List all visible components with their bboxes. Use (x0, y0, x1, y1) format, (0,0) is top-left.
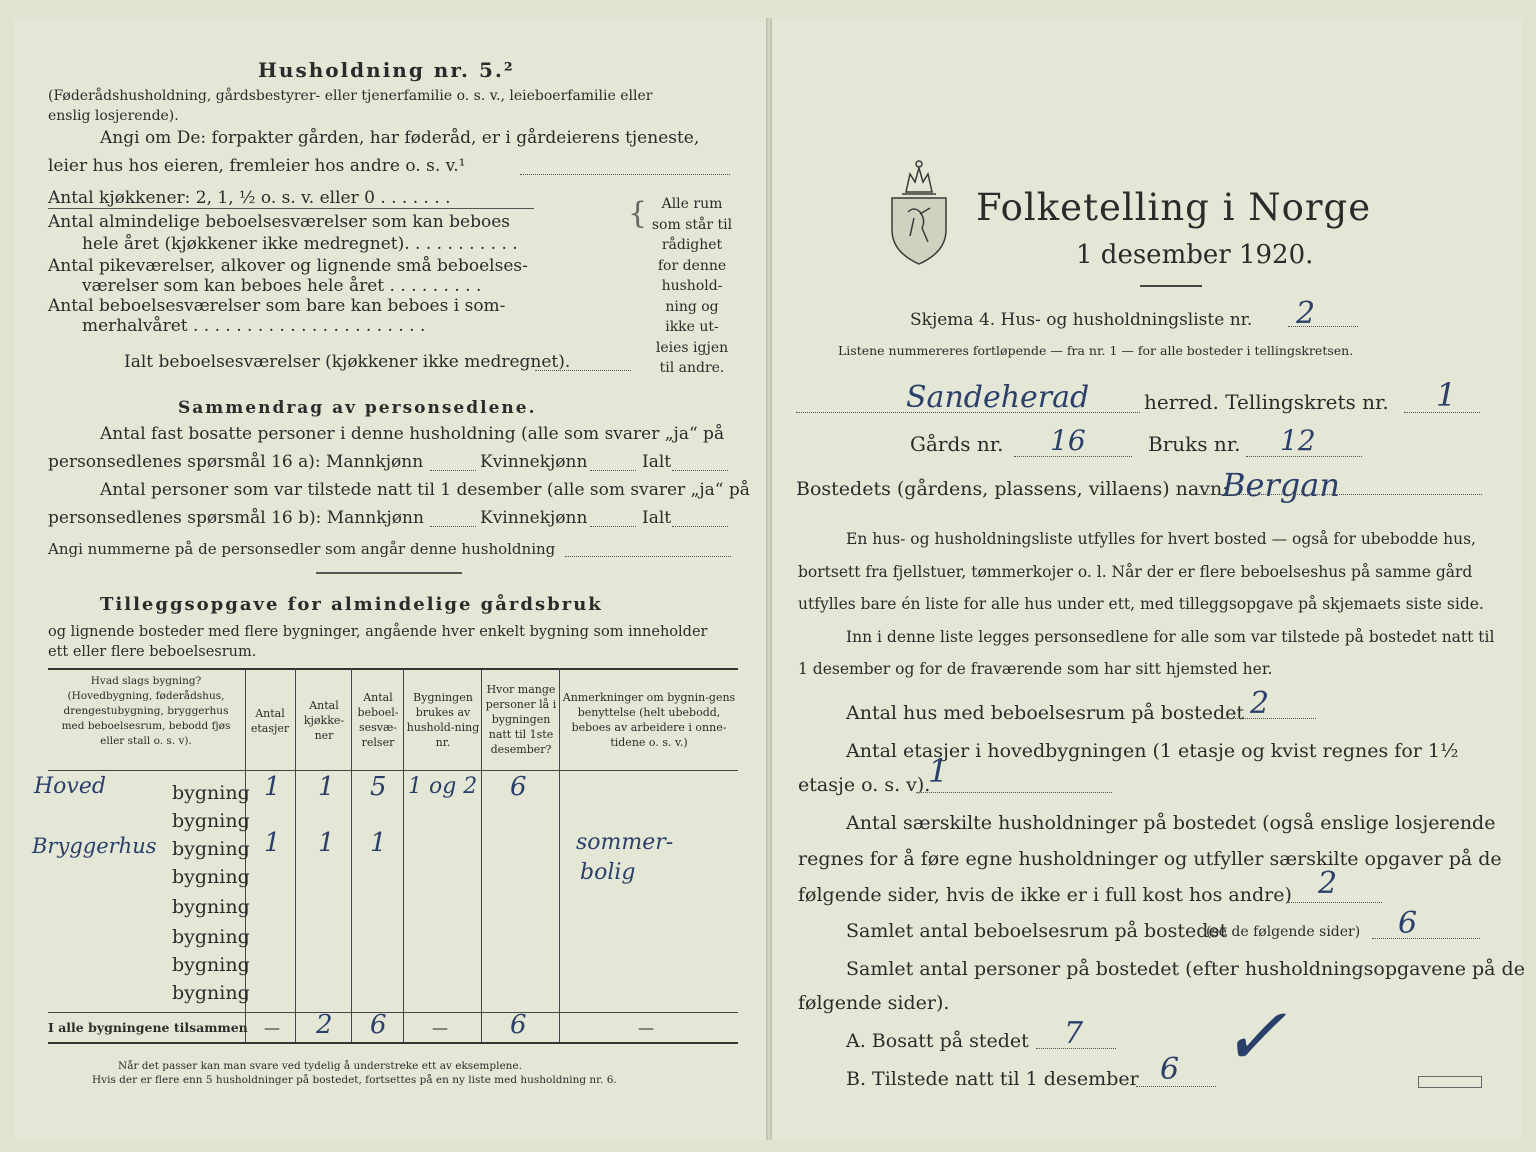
rooms-count-value: 6 (1398, 906, 1418, 941)
total-rooms: 6 (370, 1010, 387, 1040)
floors-count-line (916, 792, 1112, 793)
households-label-1: Antal særskilte husholdninger på bostedet (også enslige losjerende (846, 812, 1496, 834)
numbering-note: Listene nummereres fortløpende — fra nr. 1 — for alle bosteder i tellingskretsen. (838, 343, 1354, 358)
place-name-value: Bergan (1222, 466, 1340, 504)
farm-number-line (1014, 456, 1132, 457)
table-row (48, 858, 738, 886)
col-header-rooms: Antal beboel-sesvæ-relser (357, 691, 399, 749)
rooms-ordinary-1: Antal almindelige beboelsesværelser som kan beboes (48, 212, 510, 232)
summary-female-line-2 (590, 526, 636, 527)
herred-value: Sandeherad (906, 380, 1090, 415)
farm-number-value: 16 (1050, 424, 1086, 457)
building-name: Hoved (34, 774, 106, 799)
summary-female-line (590, 470, 636, 471)
coat-of-arms-logo (884, 152, 954, 268)
present-value: 6 (1160, 1052, 1180, 1087)
rooms-count-line (1372, 938, 1480, 939)
household-value: 1 og 2 (408, 774, 478, 799)
floors-value: 1 (264, 772, 281, 802)
instructions-1: En hus- og husholdningsliste utfylles for hvert bosted — også for ubebodde hus, (846, 530, 1476, 548)
section-divider (316, 572, 462, 574)
building-label: bygning (172, 926, 250, 948)
census-date: 1 desember 1920. (1076, 240, 1314, 270)
rooms-total-label: Ialt beboelsesværelser (kjøkkener ikke medregnet). (124, 352, 571, 372)
title-underline (1140, 285, 1202, 287)
household-intro-2: enslig losjerende). (48, 108, 179, 124)
households-count-value: 2 (1318, 866, 1338, 901)
summary-line-4: Antal personer som var tilstede natt til 1 desember (alle som svarer „ja“ på (100, 480, 750, 500)
households-count-line (1288, 902, 1382, 903)
household-intro-4: leier hus hos eieren, fremleier hos andre o. s. v.¹ (48, 156, 466, 176)
page-fold (766, 18, 772, 1140)
schema-label: Skjema 4. Hus- og husholdningsliste nr. (910, 310, 1253, 330)
rooms-side-note (650, 194, 734, 379)
side-note-line: rådighet (661, 237, 723, 253)
household-intro-3: Angi om De: forpakter gården, har føderåd, er i gårdeierens tjeneste, (100, 128, 700, 148)
summary-line-2: personsedlenes spørsmål 16 a): Mannkjønn (48, 452, 424, 472)
summary-total-label: Ialt (642, 452, 672, 472)
checkmark-icon: ✓ (1220, 990, 1288, 1083)
supplement-intro-1: og lignende bosteder med flere bygninger, angående hver enkelt bygning som inneholder (48, 624, 708, 640)
side-note-line: for denne (657, 257, 727, 274)
households-label-2: regnes for å føre egne husholdninger og utfyller særskilte opgaver på de (798, 848, 1502, 870)
total-kitchens: 2 (316, 1010, 333, 1040)
building-label: bygning (172, 954, 250, 976)
present-label: B. Tilstede natt til 1 desember (846, 1068, 1139, 1090)
table-row (34, 772, 738, 804)
resident-line (1036, 1048, 1116, 1049)
households-label-3: følgende sider, hvis de ikke er i full kost hos andre) (798, 884, 1292, 906)
present-line (1136, 1086, 1216, 1087)
rooms-small-1: Antal pikeværelser, alkover og lignende små beboelses- (48, 256, 528, 276)
instructions-4: Inn i denne liste legges personsedlene for alle som var tilstede på bostedet natt til (846, 628, 1495, 646)
rooms-count-note: (se de følgende sider) (1206, 924, 1361, 940)
instructions-3: utfylles bare én liste for alle hus under ett, med tilleggsopgave på skjemaets siste side. (798, 595, 1484, 613)
holding-number-label: Bruks nr. (1148, 432, 1241, 456)
table-row (48, 916, 738, 948)
floors-label-1: Antal etasjer i hovedbygningen (1 etasje og kvist regnes for 1½ (846, 740, 1459, 762)
table-row (48, 974, 738, 1002)
side-note-line: ikke ut- (665, 319, 719, 335)
footnote-2: Hvis der er flere enn 5 husholdninger på bostedet, fortsettes på en ny liste med husholdning nr. 6. (92, 1074, 617, 1086)
houses-count-line (1222, 718, 1316, 719)
place-name-line (1192, 494, 1482, 495)
rooms-count-label: Samlet antal beboelsesrum på bostedet (846, 920, 1228, 942)
building-label: bygning (172, 782, 250, 804)
table-row (48, 886, 738, 918)
col-header-floors: Antal etasjer (250, 707, 290, 735)
supplement-title: Tilleggsopgave for almindelige gårdsbruk (100, 594, 603, 615)
district-number-value: 1 (1436, 376, 1457, 414)
persons-label-2: følgende sider). (798, 992, 950, 1014)
remarks-value: sommer- (576, 830, 674, 855)
building-label: bygning (172, 810, 250, 832)
summary-title: Sammendrag av personsedlene. (178, 398, 537, 418)
building-label: bygning (172, 896, 250, 918)
total-label: I alle bygningene tilsammen (48, 1020, 248, 1035)
table-row (32, 828, 738, 860)
summary-line-5: personsedlenes spørsmål 16 b): Mannkjønn (48, 508, 424, 528)
persons-value: 6 (510, 772, 527, 802)
summary-line-1: Antal fast bosatte personer i denne husholdning (alle som svarer „ja“ på (100, 424, 725, 444)
building-label: bygning (172, 982, 250, 1004)
table-bottom-rule (48, 1042, 738, 1044)
rooms-value: 1 (370, 828, 387, 858)
household-intro-1: (Føderådshusholdning, gårdsbestyrer- eller tjenerfamilie o. s. v., leieboerfamilie eller (48, 88, 653, 104)
rooms-ordinary-2: hele året (kjøkkener ikke medregnet). . . . . . . . . . . (82, 234, 518, 254)
side-note-line: leies igjen (655, 339, 729, 356)
summary-total-line (672, 470, 728, 471)
rooms-summer-1: Antal beboelsesværelser som bare kan beboes i som- (48, 296, 506, 316)
rooms-small-2: værelser som kan beboes hele året . . . . . . . . . (82, 276, 482, 296)
summary-total-line-2 (672, 526, 728, 527)
side-note-line: Alle rum (661, 196, 723, 212)
floors-count-value: 1 (928, 752, 949, 790)
total-persons: 6 (510, 1010, 527, 1040)
district-number-line (1404, 412, 1480, 413)
census-title: Folketelling i Norge (976, 186, 1372, 229)
farm-number-label: Gårds nr. (910, 432, 1004, 456)
kitchens-value: 1 (318, 772, 335, 802)
list-number-line (1288, 326, 1358, 327)
kitchens-value: 1 (318, 828, 335, 858)
place-name-label: Bostedets (gårdens, plassens, villaens) navn: (796, 478, 1229, 500)
printer-stamp (1418, 1076, 1482, 1088)
total-floors: — (264, 1018, 280, 1037)
side-note-line: som står til (651, 216, 733, 233)
rooms-brace: { (628, 196, 648, 231)
list-number-value: 2 (1296, 296, 1316, 331)
rooms-summer-2: merhalvåret . . . . . . . . . . . . . . . . . . . . . . (82, 316, 426, 336)
summary-numbers-label: Angi nummerne på de personsedler som angår denne husholdning (48, 540, 556, 558)
household-title: Husholdning nr. 5.² (258, 58, 515, 82)
intro-answer-line (520, 174, 730, 175)
building-table (32, 668, 738, 1044)
table-row (48, 944, 738, 976)
herred-label: herred. Tellingskrets nr. (1144, 390, 1389, 414)
table-total-row (48, 1010, 738, 1042)
col-header-remarks: Anmerkninger om bygnin-gens benyttelse (helt ubebodd, beboes av arbeidere i onne-tidene o. s. v.) (562, 691, 736, 749)
instructions-5: 1 desember og for de fraværende som har sitt hjemsted her. (798, 660, 1273, 678)
col-header-household: Bygningen brukes av hushold-ning nr. (406, 691, 480, 749)
table-total-rule (48, 1012, 738, 1013)
table-header-rule (48, 770, 738, 771)
holding-number-line (1246, 456, 1362, 457)
building-label: bygning (172, 838, 250, 860)
instructions-2: bortsett fra fjellstuer, tømmerkojer o. l. Når der er flere beboelseshus på samme gård (798, 563, 1473, 581)
houses-count-label: Antal hus med beboelsesrum på bostedet (846, 702, 1245, 724)
resident-value: 7 (1064, 1016, 1084, 1051)
col-header-persons: Hvor mange personer lå i bygningen natt til 1ste desember? (485, 683, 557, 756)
holding-number-value: 12 (1280, 424, 1316, 457)
floors-label-2: etasje o. s. v). (798, 774, 931, 796)
houses-count-value: 2 (1250, 686, 1270, 721)
table-row (48, 802, 738, 830)
side-note-line: ning og (665, 298, 719, 315)
rooms-value: 5 (370, 772, 387, 802)
rooms-rule (48, 208, 534, 209)
building-name: Bryggerhus (32, 834, 157, 858)
herred-line (796, 412, 1140, 413)
total-household: — (432, 1018, 448, 1037)
summary-total-label-2: Ialt (642, 508, 672, 528)
floors-value: 1 (264, 828, 281, 858)
coat-of-arms-icon (884, 152, 954, 268)
resident-label: A. Bosatt på stedet (846, 1030, 1029, 1052)
remarks-value: bolig (580, 860, 636, 885)
summary-male-line (430, 470, 476, 471)
table-top-rule (48, 668, 738, 670)
col-header-kitchens: Antal kjøkke-ner (303, 699, 345, 742)
col-header-building: Hvad slags bygning? (Hovedbygning, føderådshus, drengestubygning, bryggerhus med beboelsesrum, bebodd fjøs eller stall o. s. v). (61, 675, 231, 747)
side-note-line: til andre. (659, 360, 725, 376)
rooms-kitchens: Antal kjøkkener: 2, 1, ½ o. s. v. eller 0 . . . . . . . (48, 188, 451, 208)
summary-numbers-line (565, 556, 731, 557)
side-note-line: hushold- (661, 278, 723, 294)
summary-female-label-2: Kvinnekjønn (480, 508, 588, 528)
summary-female-label: Kvinnekjønn (480, 452, 588, 472)
footnote-1: Når det passer kan man svare ved tydelig å understreke ett av eksemplene. (118, 1060, 522, 1072)
persons-label-1: Samlet antal personer på bostedet (efter husholdningsopgavene på de (846, 958, 1525, 980)
summary-male-line-2 (430, 526, 476, 527)
building-label: bygning (172, 866, 250, 888)
total-remarks: — (638, 1018, 654, 1037)
supplement-intro-2: ett eller flere beboelsesrum. (48, 644, 257, 660)
rooms-total-line (535, 370, 631, 371)
